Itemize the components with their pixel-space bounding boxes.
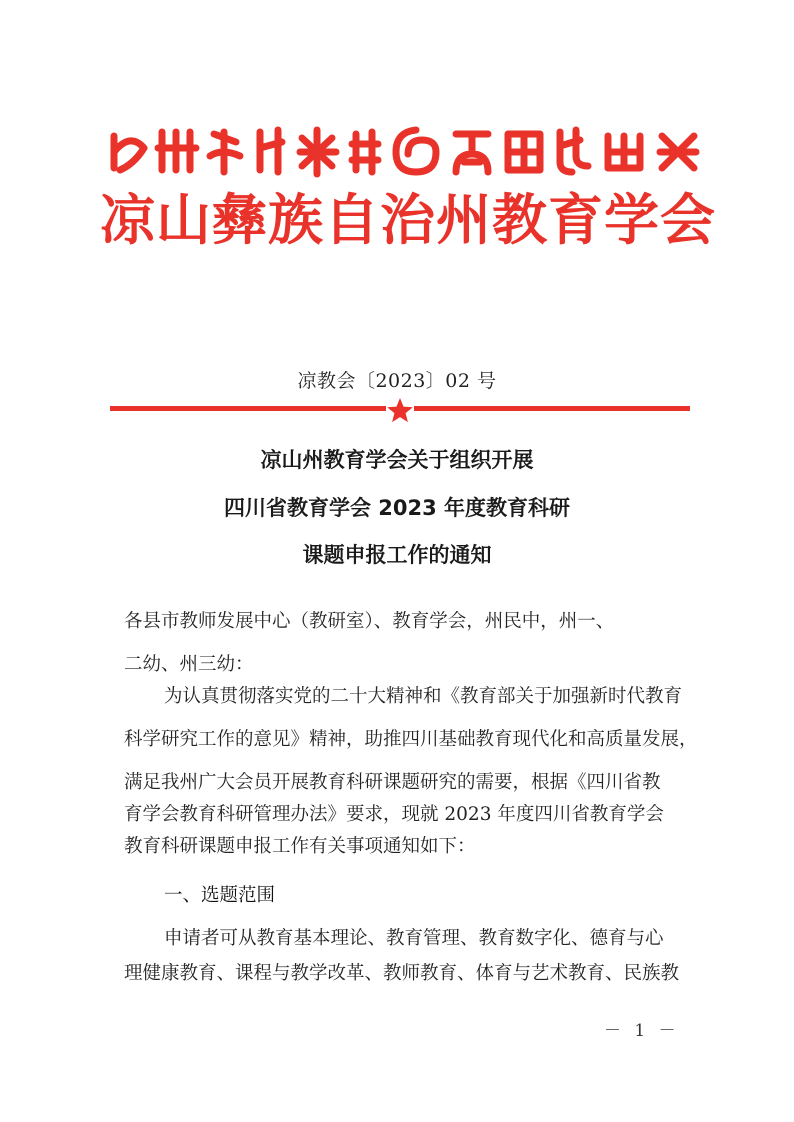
body-line-1: 各县市教师发展中心（教研室）、教育学会，州民中，州一、 xyxy=(124,611,615,632)
star-icon xyxy=(387,398,413,422)
section-heading: 一、选题范围 xyxy=(164,885,276,906)
body-line-3: 为认真贯彻落实党的二十大精神和《教育部关于加强新时代教育 xyxy=(164,686,683,707)
body-line-4: 科学研究工作的意见》精神，助推四川基础教育现代化和高质量发展， xyxy=(124,729,698,750)
body-line-2: 二幼、州三幼： xyxy=(124,654,254,675)
body-line-6: 育学会教育科研管理办法》要求，现就 2023 年度四川省教育学会 xyxy=(124,804,664,825)
body-line-5: 满足我州广大会员开展教育科研课题研究的需要，根据《四川省教 xyxy=(124,772,661,793)
document-number: 凉教会〔2023〕02 号 xyxy=(297,370,497,392)
section-line-1: 申请者可从教育基本理论、教育管理、教育数字化、德育与心 xyxy=(164,928,664,949)
document-title-line-3: 课题申报工作的通知 xyxy=(302,543,492,567)
document-title-line-1: 凉山州教育学会关于组织开展 xyxy=(260,448,534,472)
body-line-7: 教育科研课题申报工作有关事项通知如下： xyxy=(124,836,476,857)
document-title-line-2: 四川省教育学会 2023 年度教育科研 xyxy=(223,496,571,520)
org-name-heading: 凉山彝族自治州教育学会 xyxy=(100,188,717,252)
red-divider-with-star xyxy=(110,397,690,423)
yi-script-title-logo xyxy=(110,122,700,182)
page-number: － 1 － xyxy=(604,1021,680,1041)
section-line-2: 理健康教育、课程与教学改革、教师教育、体育与艺术教育、民族教 xyxy=(124,963,680,984)
